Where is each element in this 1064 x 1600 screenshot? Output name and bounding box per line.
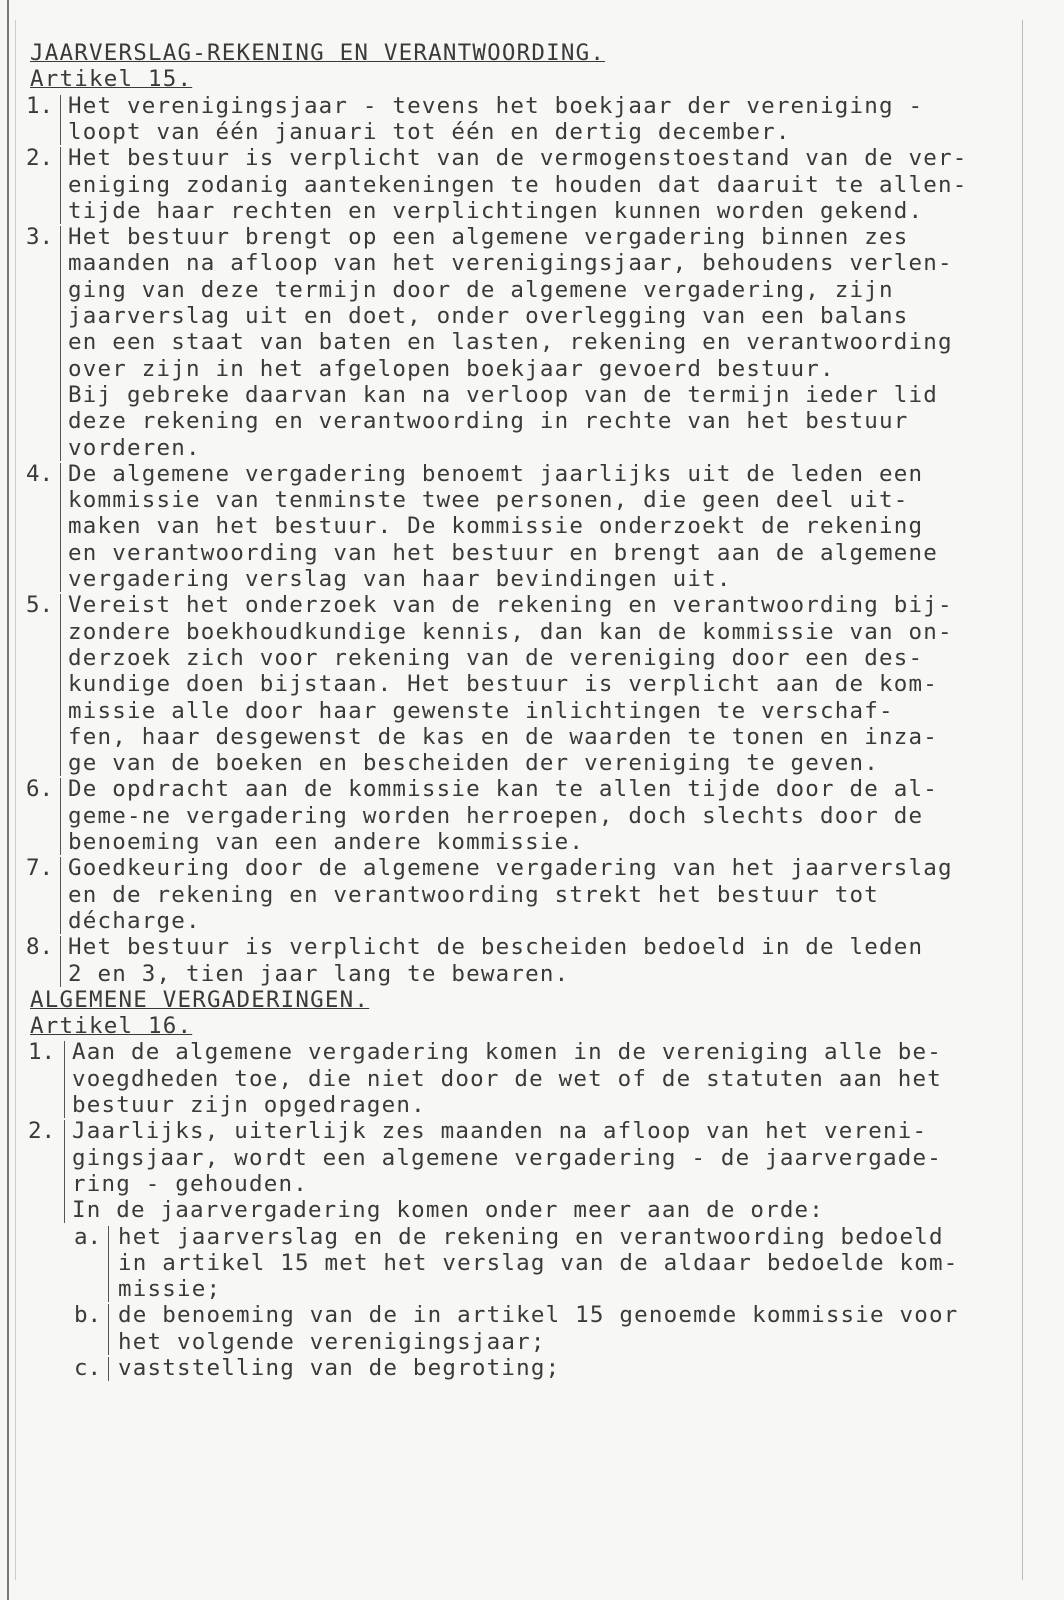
item-text-line: loopt van één januari tot één en dertig december. bbox=[68, 118, 791, 145]
item-text-line: ge van de boeken en bescheiden der vereniging te geven. bbox=[68, 750, 880, 777]
item-vertical-rule bbox=[60, 147, 61, 224]
item-text-line: het volgende verenigingsjaar; bbox=[118, 1328, 546, 1355]
item-text-line: Het verenigingsjaar - tevens het boekjaar der vereniging - bbox=[68, 92, 924, 119]
item-number: 4. bbox=[26, 460, 54, 487]
item-text-line: De algemene vergadering benoemt jaarlijks uit de leden een bbox=[68, 460, 924, 487]
item-text-line: en de rekening en verantwoording strekt het bestuur tot bbox=[68, 881, 880, 908]
item-number: 1. bbox=[26, 92, 54, 119]
item-text-line: missie alle door haar gewenste inlichtingen te verschaf- bbox=[68, 697, 894, 724]
item-text-line: deze rekening en verantwoording in rechte van het bestuur bbox=[68, 408, 909, 435]
item-text-line: voegdheden toe, die niet door de wet of de statuten aan het bbox=[72, 1065, 943, 1092]
item-text-line: Vereist het onderzoek van de rekening en verantwoording bij- bbox=[68, 592, 953, 619]
section-heading: JAARVERSLAG-REKENING EN VERANTWOORDING. bbox=[30, 40, 606, 66]
item-text-line: de benoeming van de in artikel 15 genoemde kommissie voor bbox=[118, 1302, 959, 1329]
section-heading: ALGEMENE VERGADERINGEN. bbox=[30, 986, 370, 1013]
item-number: c. bbox=[74, 1355, 102, 1381]
item-text-line: vorderen. bbox=[68, 434, 201, 461]
item-number: 2. bbox=[26, 145, 54, 172]
item-text-line: fen, haar desgewenst de kas en de waarden te tonen en inza- bbox=[68, 723, 939, 750]
item-text-line: Aan de algemene vergadering komen in de vereniging alle be- bbox=[72, 1039, 943, 1066]
item-text-line: Het bestuur brengt op een algemene vergadering binnen zes bbox=[68, 224, 909, 251]
item-text-line: vaststelling van de begroting; bbox=[118, 1355, 561, 1381]
item-vertical-rule bbox=[60, 226, 61, 461]
item-text-line: tijde haar rechten en verplichtingen kunnen worden gekend. bbox=[68, 197, 924, 224]
item-number: a. bbox=[74, 1223, 102, 1250]
item-text-line: 2 en 3, tien jaar lang te bewaren. bbox=[68, 960, 570, 987]
item-text-line: het jaarverslag en de rekening en verantwoording bedoeld bbox=[118, 1223, 944, 1250]
item-text-line: maanden na afloop van het verenigingsjaar, behoudens verlen- bbox=[68, 250, 953, 277]
item-text-line: zondere boekhoudkundige kennis, dan kan de kommissie van on- bbox=[68, 618, 953, 645]
item-number: 8. bbox=[26, 934, 54, 961]
item-text-line: Jaarlijks, uiterlijk zes maanden na afloop van het vereni- bbox=[72, 1118, 928, 1145]
left-margin-faint-rule bbox=[15, 20, 16, 1580]
article-heading: Artikel 15. bbox=[30, 66, 193, 93]
item-number: 5. bbox=[26, 592, 54, 619]
item-vertical-rule bbox=[60, 463, 61, 593]
item-number: 2. bbox=[28, 1118, 56, 1145]
item-vertical-rule bbox=[108, 1226, 109, 1303]
item-number: 3. bbox=[26, 224, 54, 251]
item-vertical-rule bbox=[108, 1357, 109, 1381]
item-text-line: maken van het bestuur. De kommissie onderzoekt de rekening bbox=[68, 513, 924, 540]
item-vertical-rule bbox=[60, 936, 61, 987]
item-text-line: en een staat van baten en lasten, rekening en verantwoording bbox=[68, 329, 953, 356]
item-text-line: benoeming van een andere kommissie. bbox=[68, 829, 585, 855]
item-vertical-rule bbox=[60, 778, 61, 855]
item-text-line: eniging zodanig aantekeningen te houden dat daaruit te allen- bbox=[68, 171, 968, 198]
item-vertical-rule bbox=[60, 857, 61, 934]
item-text-line: ging van deze termijn door de algemene vergadering, zijn bbox=[68, 276, 894, 303]
item-text-line: bestuur zijn opgedragen. bbox=[72, 1092, 426, 1118]
item-vertical-rule bbox=[60, 95, 61, 146]
item-text-line: Goedkeuring door de algemene vergadering van het jaarverslag bbox=[68, 855, 953, 882]
item-text-line: derzoek zich voor rekening van de vereniging door een des- bbox=[68, 644, 924, 671]
item-text-line: gingsjaar, wordt een algemene vergadering - de jaarvergade- bbox=[72, 1144, 943, 1171]
item-text-line: In de jaarvergadering komen onder meer aan de orde: bbox=[72, 1197, 825, 1224]
item-text-line: jaarverslag uit en doet, onder overlegging van een balans bbox=[68, 303, 909, 329]
item-vertical-rule bbox=[64, 1041, 65, 1118]
item-text-line: missie; bbox=[118, 1276, 222, 1303]
item-text-line: over zijn in het afgelopen boekjaar gevoerd bestuur. bbox=[68, 355, 835, 382]
article-heading: Artikel 16. bbox=[30, 1013, 193, 1040]
item-text-line: ring - gehouden. bbox=[72, 1170, 308, 1197]
right-margin-rule bbox=[1022, 20, 1023, 1580]
item-vertical-rule bbox=[108, 1304, 109, 1355]
item-number: b. bbox=[74, 1302, 102, 1329]
item-text-line: vergadering verslag van haar bevindingen uit. bbox=[68, 566, 732, 592]
item-number: 1. bbox=[28, 1039, 56, 1066]
item-text-line: kundige doen bijstaan. Het bestuur is verplicht aan de kom- bbox=[68, 671, 939, 698]
item-text-line: geme-ne vergadering worden herroepen, doch slechts door de bbox=[68, 802, 924, 829]
item-text-line: décharge. bbox=[68, 907, 201, 934]
item-number: 6. bbox=[26, 776, 54, 803]
item-text-line: en verantwoording van het bestuur en brengt aan de algemene bbox=[68, 539, 939, 566]
item-vertical-rule bbox=[64, 1120, 65, 1223]
item-text-line: Het bestuur is verplicht de bescheiden bedoeld in de leden bbox=[68, 934, 924, 961]
item-text-line: in artikel 15 met het verslag van de aldaar bedoelde kom- bbox=[118, 1249, 959, 1276]
item-text-line: kommissie van tenminste twee personen, die geen deel uit- bbox=[68, 487, 909, 514]
left-margin-rule bbox=[7, 0, 9, 1600]
item-text-line: De opdracht aan de kommissie kan te allen tijde door de al- bbox=[68, 776, 939, 803]
item-vertical-rule bbox=[60, 594, 61, 776]
item-number: 7. bbox=[26, 855, 54, 882]
item-text-line: Het bestuur is verplicht van de vermogenstoestand van de ver- bbox=[68, 145, 968, 172]
item-text-line: Bij gebreke daarvan kan na verloop van de termijn ieder lid bbox=[68, 381, 939, 408]
